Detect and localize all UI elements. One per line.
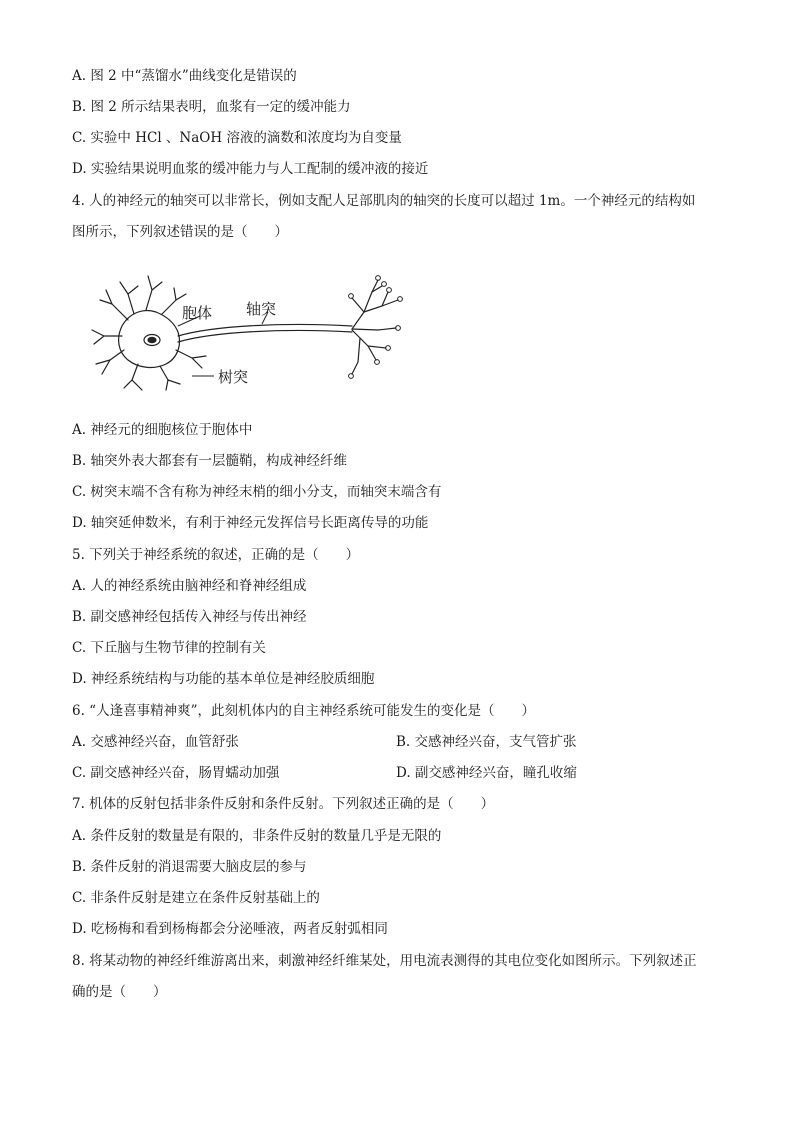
q8-stem-line2: 确的是（ ） bbox=[72, 984, 167, 1000]
q4-stem-line2: 图所示，下列叙述错误的是（ ） bbox=[72, 224, 288, 240]
q4-stem-line1: 4. 人的神经元的轴突可以非常长，例如支配人足部肌肉的轴突的长度可以超过 1m。一个神经元的结构如 bbox=[72, 193, 696, 209]
q5-option-c: C. 下丘脑与生物节律的控制有关 bbox=[72, 640, 266, 656]
neuron-figure bbox=[82, 264, 412, 394]
q5-stem: 5. 下列关于神经系统的叙述，正确的是（ ） bbox=[72, 547, 360, 563]
q4-option-c: C. 树突末端不含有称为神经末梢的细小分支，而轴突末端含有 bbox=[72, 484, 442, 500]
q5-option-d: D. 神经系统结构与功能的基本单位是神经胶质细胞 bbox=[72, 671, 375, 687]
q4-option-d: D. 轴突延伸数米，有利于神经元发挥信号长距离传导的功能 bbox=[72, 515, 429, 531]
q3-option-b: B. 图 2 所示结果表明，血浆有一定的缓冲能力 bbox=[72, 99, 351, 115]
q6-option-b: B. 交感神经兴奋，支气管扩张 bbox=[396, 734, 577, 750]
q6-option-c: C. 副交感神经兴奋，肠胃蠕动加强 bbox=[72, 765, 280, 781]
label-cell-body: 胞体 bbox=[182, 304, 213, 322]
q7-option-b: B. 条件反射的消退需要大脑皮层的参与 bbox=[72, 859, 307, 875]
q6-option-d: D. 副交感神经兴奋，瞳孔收缩 bbox=[396, 765, 577, 781]
label-dendrite: 树突 bbox=[218, 368, 249, 386]
q7-stem: 7. 机体的反射包括非条件反射和条件反射。下列叙述正确的是（ ） bbox=[72, 796, 495, 812]
q6-stem: 6. “人逢喜事精神爽”，此刻机体内的自主神经系统可能发生的变化是（ ） bbox=[72, 703, 535, 719]
q5-option-b: B. 副交感神经包括传入神经与传出神经 bbox=[72, 609, 307, 625]
label-axon: 轴突 bbox=[246, 300, 277, 318]
q6-option-a: A. 交感神经兴奋，血管舒张 bbox=[72, 734, 239, 750]
q7-option-c: C. 非条件反射是建立在条件反射基础上的 bbox=[72, 890, 320, 906]
q4-option-b: B. 轴突外表大都套有一层髓鞘，构成神经纤维 bbox=[72, 453, 348, 469]
q7-option-d: D. 吃杨梅和看到杨梅都会分泌唾液，两者反射弧相同 bbox=[72, 921, 388, 937]
q4-option-a: A. 神经元的细胞核位于胞体中 bbox=[72, 422, 253, 438]
q5-option-a: A. 人的神经系统由脑神经和脊神经组成 bbox=[72, 578, 307, 594]
q3-option-d: D. 实验结果说明血浆的缓冲能力与人工配制的缓冲液的接近 bbox=[72, 161, 429, 177]
q3-option-a: A. 图 2 中“蒸馏水”曲线变化是错误的 bbox=[72, 68, 297, 84]
q7-option-a: A. 条件反射的数量是有限的，非条件反射的数量几乎是无限的 bbox=[72, 828, 442, 844]
q8-stem-line1: 8. 将某动物的神经纤维游离出来，刺激神经纤维某处，用电流表测得的其电位变化如图所示。下列叙述正 bbox=[72, 953, 697, 969]
q3-option-c: C. 实验中 HCl 、NaOH 溶液的滴数和浓度均为自变量 bbox=[72, 130, 402, 146]
